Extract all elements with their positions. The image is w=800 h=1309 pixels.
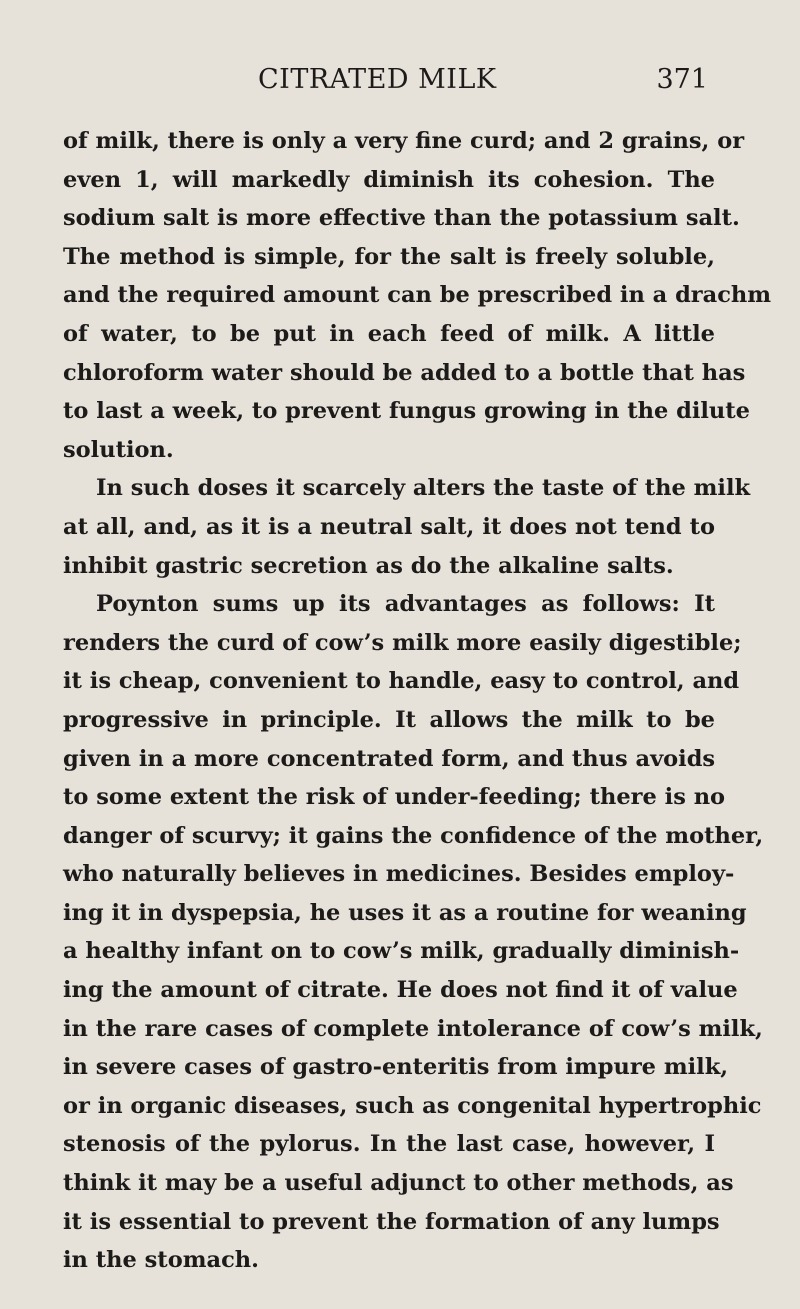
text-line: danger of scurvy; it gains the confidence of the mother, (63, 822, 764, 849)
running-title: CITRATED MILK (258, 64, 497, 95)
text-line: progressive in principle. It allows the milk to be (63, 706, 715, 733)
text-line: it is essential to prevent the formation of any lumps (63, 1208, 720, 1235)
text-line: even 1, will markedly diminish its cohesion. The (63, 166, 715, 193)
text-line: given in a more concentrated form, and thus avoids (63, 745, 716, 772)
text-line: to some extent the risk of under-feeding; there is no (63, 784, 726, 811)
text-line: it is cheap, convenient to handle, easy to control, and (63, 668, 740, 695)
page-number: 371 (656, 64, 708, 95)
text-line: to last a week, to prevent fungus growing in the dilute (63, 398, 750, 425)
text-line: in the rare cases of complete intolerance of cow’s milk, (63, 1015, 763, 1042)
text-line: sodium salt is more effective than the potassium salt. (63, 205, 740, 232)
text-line: inhibit gastric secretion as do the alkaline salts. (63, 552, 674, 579)
text-line: of water, to be put in each feed of milk. A little (63, 320, 715, 347)
text-line: in the stomach. (63, 1247, 259, 1274)
text-line: Poynton sums up its advantages as follows: It (96, 591, 715, 618)
text-line: a healthy infant on to cow’s milk, gradually diminish- (63, 938, 740, 965)
text-line: solution. (63, 436, 174, 463)
text-line: or in organic diseases, such as congenital hypertrophic (63, 1092, 762, 1119)
text-line: renders the curd of cow’s milk more easily digestible; (63, 629, 742, 656)
text-line: in severe cases of gastro-enteritis from impure milk, (63, 1054, 729, 1081)
text-line: ing it in dyspepsia, he uses it as a routine for weaning (63, 899, 747, 926)
text-line: The method is simple, for the salt is freely soluble, (63, 243, 715, 270)
text-line: think it may be a useful adjunct to other methods, as (63, 1170, 734, 1197)
text-line: and the required amount can be prescribed in a drachm (63, 282, 772, 309)
text-line: at all, and, as it is a neutral salt, it does not tend to (63, 513, 715, 540)
text-line: chloroform water should be added to a bottle that has (63, 359, 746, 386)
page-header (0, 64, 800, 104)
text-line: of milk, there is only a very fine curd; and 2 grains, or (63, 128, 745, 154)
text-line: stenosis of the pylorus. In the last case, however, I (63, 1131, 715, 1158)
text-line: In such doses it scarcely alters the taste of the milk (96, 475, 751, 502)
body-text (63, 122, 772, 1280)
text-line: who naturally believes in medicines. Besides employ- (63, 861, 735, 888)
text-line: ing the amount of citrate. He does not find it of value (63, 977, 738, 1004)
